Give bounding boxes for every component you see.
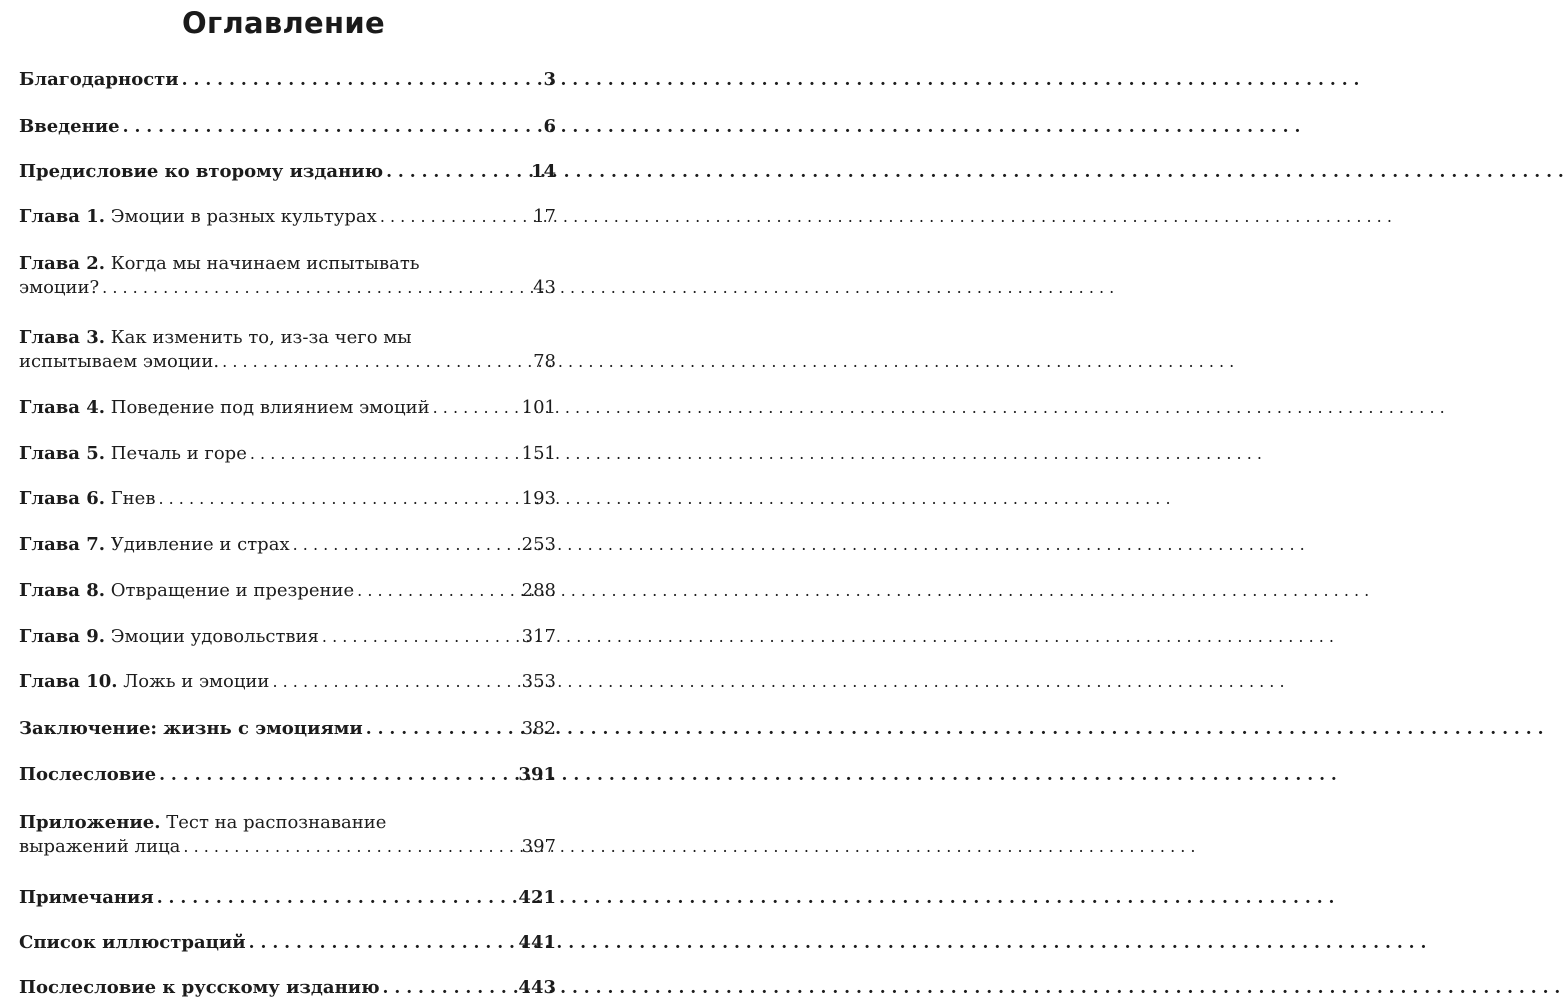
toc-entry[interactable] (19, 115, 556, 139)
toc-page-number: 391 (518, 764, 556, 785)
dot-leader (366, 717, 519, 741)
toc-entry-text (19, 763, 156, 787)
dot-leader (322, 625, 519, 649)
toc-entry-title: Предисловие ко второму изданию (19, 161, 384, 182)
toc-entry-label: Глава 9. (19, 626, 106, 647)
toc-entry-text (19, 717, 363, 741)
toc-page-number: 288 (521, 580, 556, 601)
dot-leader (249, 931, 516, 955)
toc-entry-row (19, 579, 556, 603)
toc-entry-text (19, 115, 120, 139)
toc-entry-title: Послесловие (19, 764, 157, 785)
toc-entry[interactable] (19, 205, 556, 229)
toc-entry-title: Тест на распознавание (166, 812, 387, 833)
toc-entry[interactable] (19, 68, 556, 92)
toc-entry[interactable] (19, 763, 556, 787)
dot-leader (380, 205, 530, 229)
toc-entry[interactable] (19, 442, 556, 466)
toc-entry-title: Как изменить то, из-за чего мы (110, 327, 412, 348)
toc-entry-label: Глава 7. (19, 534, 106, 555)
toc-entry-text (19, 533, 290, 557)
toc-page-number: 443 (518, 977, 556, 998)
toc-page-number: 441 (518, 932, 556, 953)
dot-leader (293, 533, 519, 557)
toc-entry-title: Эмоции в разных культурах (110, 206, 377, 227)
toc-entry-title: Удивление и страх (110, 534, 290, 555)
toc-entry-title-cont: испытываем эмоции. (19, 351, 220, 372)
toc-entry-label: Приложение. (19, 812, 161, 833)
toc-entry-text (19, 579, 354, 603)
toc-entry[interactable] (19, 717, 556, 741)
toc-entry-label: Глава 2. (19, 253, 106, 274)
toc-page-number: 253 (521, 534, 556, 555)
dot-leader (183, 835, 518, 859)
toc-entry-text (19, 205, 377, 229)
toc-entry-label: Глава 8. (19, 580, 106, 601)
toc-entry[interactable] (19, 931, 556, 955)
toc-entry-title: Когда мы начинаем испытывать (110, 253, 420, 274)
toc-entry-line (19, 252, 556, 276)
dot-leader (386, 160, 528, 184)
toc-page-number: 14 (530, 161, 556, 182)
toc-entry-title: Введение (19, 116, 120, 137)
toc-entry[interactable] (19, 326, 556, 374)
toc-page-number: 317 (521, 626, 556, 647)
toc-entry-text (19, 68, 179, 92)
toc-entry[interactable] (19, 579, 556, 603)
toc-entry-row (19, 886, 556, 910)
toc-page (0, 0, 567, 1007)
dot-leader (433, 396, 519, 420)
toc-entry[interactable] (19, 670, 556, 694)
toc-entry[interactable] (19, 252, 556, 300)
toc-entry-text (19, 976, 380, 1000)
dot-leader (222, 350, 530, 374)
toc-entry-label: Глава 10. (19, 671, 118, 692)
toc-entry-text (19, 625, 319, 649)
toc-entry-title: Ложь и эмоции (123, 671, 270, 692)
toc-entry-row (19, 533, 556, 557)
toc-entry-row (19, 205, 556, 229)
toc-entry-title: Печаль и горе (110, 443, 247, 464)
toc-entry-title: Гнев (110, 488, 156, 509)
toc-entry[interactable] (19, 976, 556, 1000)
toc-page-number: 43 (533, 277, 556, 298)
toc-entry[interactable] (19, 811, 556, 859)
toc-page-number: 421 (518, 887, 556, 908)
toc-entry-title: Отвращение и презрение (110, 580, 355, 601)
toc-entry[interactable] (19, 886, 556, 910)
toc-entry-row (19, 115, 556, 139)
toc-entry-row (19, 625, 556, 649)
toc-entry-label: Глава 1. (19, 206, 106, 227)
toc-page-number: 101 (521, 397, 556, 418)
toc-entry-row (19, 931, 556, 955)
toc-entry-row (19, 276, 556, 300)
toc-entry-row (19, 160, 556, 184)
toc-entry-row (19, 487, 556, 511)
toc-entry-row (19, 396, 556, 420)
toc-entry[interactable] (19, 160, 556, 184)
toc-entry-title-cont: эмоции? (19, 277, 100, 298)
dot-leader (357, 579, 519, 603)
dot-leader (158, 487, 518, 511)
toc-entry-title: Эмоции удовольствия (110, 626, 319, 647)
toc-entry[interactable] (19, 396, 556, 420)
toc-entry-text (19, 160, 383, 184)
toc-entry-line (19, 811, 556, 835)
dot-leader (123, 115, 541, 139)
toc-page-number: 353 (521, 671, 556, 692)
toc-entry-label: Глава 6. (19, 488, 106, 509)
toc-entry-title: Благодарности (19, 69, 179, 90)
toc-entry[interactable] (19, 533, 556, 557)
toc-page-number: 382 (521, 718, 556, 739)
toc-entry-row (19, 670, 556, 694)
toc-entry-label: Глава 3. (19, 327, 106, 348)
toc-page-number: 6 (543, 116, 556, 137)
dot-leader (157, 886, 516, 910)
dot-leader (383, 976, 516, 1000)
page-title: Оглавление (182, 6, 385, 40)
toc-page-number: 17 (533, 206, 556, 227)
toc-entry-text (19, 670, 269, 694)
toc-entry-text (19, 396, 430, 420)
toc-page-number: 78 (533, 351, 556, 372)
toc-entry-text (19, 931, 246, 955)
toc-entry-title: Поведение под влиянием эмоций (110, 397, 430, 418)
toc-entry-row (19, 763, 556, 787)
toc-page-number: 193 (521, 488, 556, 509)
toc-entry-title: Послесловие к русскому изданию (19, 977, 380, 998)
toc-entry-title: Список иллюстраций (19, 932, 246, 953)
toc-entry-row (19, 68, 556, 92)
toc-entry-label: Глава 4. (19, 397, 106, 418)
toc-page-number: 397 (521, 836, 556, 857)
toc-entry-row (19, 835, 556, 859)
toc-entry-row (19, 976, 556, 1000)
toc-entry-row (19, 350, 556, 374)
dot-leader (182, 68, 541, 92)
toc-entry-label: Глава 5. (19, 443, 106, 464)
toc-entry[interactable] (19, 487, 556, 511)
dot-leader (272, 670, 518, 694)
dot-leader (102, 276, 530, 300)
toc-entry-row (19, 442, 556, 466)
toc-entry-row (19, 717, 556, 741)
dot-leader (159, 763, 515, 787)
dot-leader (250, 442, 519, 466)
toc-page-number: 3 (543, 69, 556, 90)
toc-entry-text (19, 442, 247, 466)
toc-entry-text (19, 886, 154, 910)
toc-page-number: 151 (521, 443, 556, 464)
toc-entry-line (19, 326, 556, 350)
toc-entry-title: Заключение: жизнь с эмоциями (19, 718, 363, 739)
toc-entry-title-cont: выражений лица (19, 836, 181, 857)
toc-entry[interactable] (19, 625, 556, 649)
toc-entry-text (19, 487, 155, 511)
toc-entry-title: Примечания (19, 887, 154, 908)
